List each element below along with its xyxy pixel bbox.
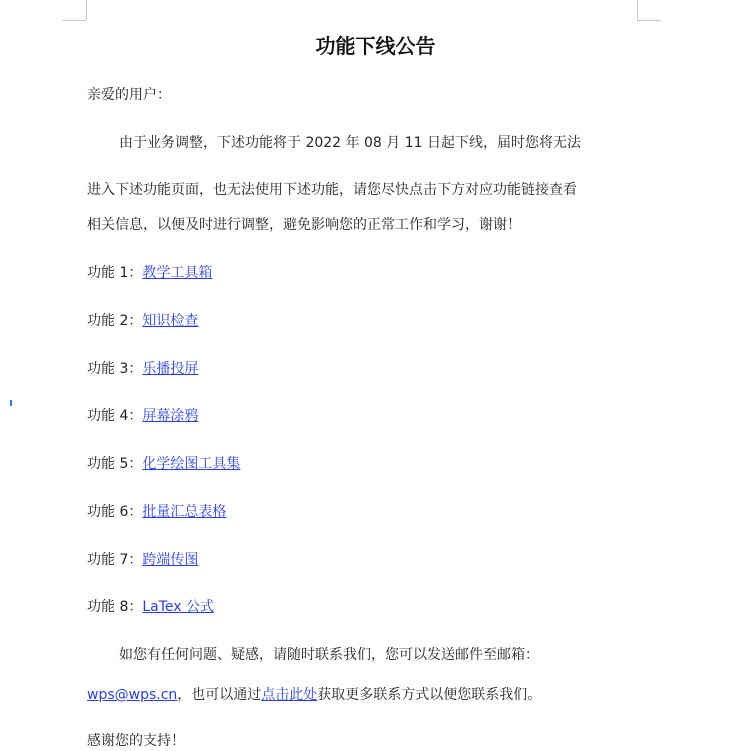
feature-link-7[interactable]: 跨端传图 bbox=[142, 552, 199, 568]
intro-line-3: 相关信息，以便及时进行调整，避免影响您的正常工作和学习，谢谢！ bbox=[87, 217, 521, 233]
feature-label: 功能 6： bbox=[87, 504, 143, 520]
greeting: 亲爱的用户： bbox=[87, 87, 171, 103]
text-cursor-marker bbox=[10, 400, 12, 406]
feature-link-3[interactable]: 乐播投屏 bbox=[142, 361, 199, 377]
intro-line-2: 进入下述功能页面，也无法使用下述功能，请您尽快点击下方对应功能链接查看 bbox=[87, 182, 577, 198]
page-corner-mark-right bbox=[637, 0, 638, 20]
contact-mid-text: ，也可以通过 bbox=[177, 687, 262, 703]
page-corner-mark-left-horizontal bbox=[62, 20, 86, 21]
feature-item-1 bbox=[87, 262, 212, 282]
feature-item-4 bbox=[87, 405, 198, 425]
contact-more-link[interactable]: 点击此处 bbox=[261, 687, 318, 703]
feature-link-2[interactable]: 知识检查 bbox=[142, 313, 199, 329]
feature-item-7 bbox=[87, 549, 198, 569]
feature-item-3 bbox=[87, 358, 198, 378]
feature-link-6[interactable]: 批量汇总表格 bbox=[142, 504, 227, 520]
feature-label: 功能 3： bbox=[87, 361, 143, 377]
contact-line-1: 如您有任何问题、疑感，请随时联系我们，您可以发送邮件至邮箱： bbox=[119, 647, 539, 663]
page-corner-mark-left bbox=[86, 0, 87, 20]
feature-link-5[interactable]: 化学绘图工具集 bbox=[142, 456, 241, 472]
feature-label: 功能 7： bbox=[87, 552, 143, 568]
intro-line-1: 由于业务调整，下述功能将于 2022 年 08 月 11 日起下线，届时您将无法 bbox=[119, 135, 581, 151]
page-corner-mark-right-horizontal bbox=[637, 20, 661, 21]
closing-line: 感谢您的支持！ bbox=[87, 733, 185, 749]
contact-line-2 bbox=[87, 684, 541, 704]
contact-email-link[interactable]: wps@wps.cn bbox=[87, 687, 178, 703]
feature-label: 功能 2： bbox=[87, 313, 143, 329]
page-title: 功能下线公告 bbox=[315, 34, 436, 58]
feature-item-6 bbox=[87, 501, 226, 521]
feature-label: 功能 4： bbox=[87, 408, 143, 424]
feature-label: 功能 5： bbox=[87, 456, 143, 472]
feature-item-2 bbox=[87, 310, 198, 330]
feature-label: 功能 1： bbox=[87, 265, 143, 281]
contact-end-text: 获取更多联系方式以便您联系我们。 bbox=[317, 687, 542, 703]
feature-item-8 bbox=[87, 596, 214, 616]
feature-link-1[interactable]: 教学工具箱 bbox=[142, 265, 213, 281]
feature-link-8[interactable]: LaTex 公式 bbox=[142, 599, 215, 615]
feature-item-5 bbox=[87, 453, 240, 473]
feature-link-4[interactable]: 屏幕涂鸦 bbox=[142, 408, 199, 424]
feature-label: 功能 8： bbox=[87, 599, 143, 615]
